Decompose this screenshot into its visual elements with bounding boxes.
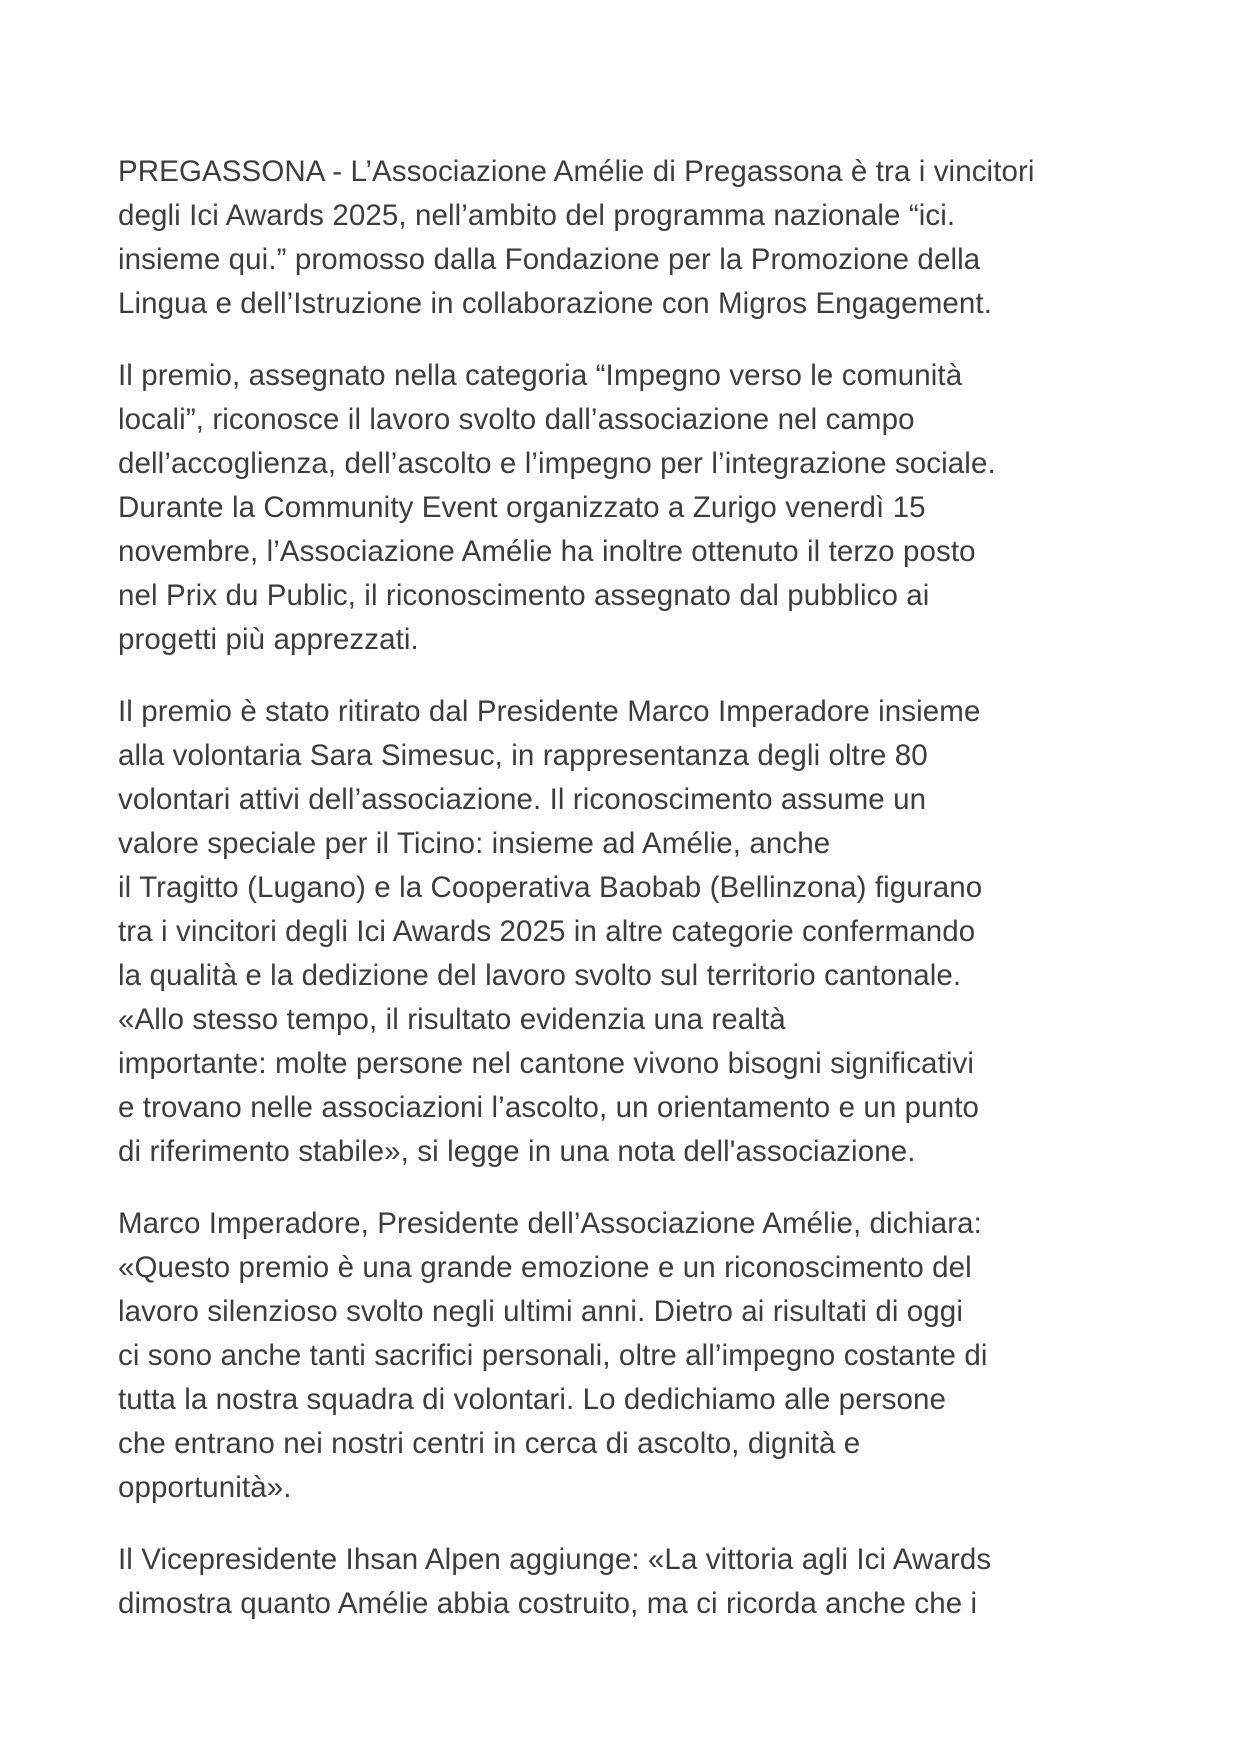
text-line: Il premio è stato ritirato dal Presidente Marco Imperadore insieme [118,695,981,728]
text-line: insieme qui.” promosso dalla Fondazione per la Promozione della [118,243,981,276]
text-line: Marco Imperadore, Presidente dell’Associazione Amélie, dichiara: [118,1207,982,1240]
paragraph-president-quote [118,1202,1158,1510]
text-line: che entrano nei nostri centri in cerca di ascolto, dignità e [118,1427,861,1460]
text-line: Il premio, assegnato nella categoria “Impegno verso le comunità [118,359,963,392]
text-line: dell’accoglienza, dell’ascolto e l’impegno per l’integrazione sociale. [118,447,996,480]
paragraph-vicepresident-quote [118,1538,1158,1626]
text-line: degli Ici Awards 2025, nell’ambito del programma nazionale “ici. [118,199,956,232]
text-line: «Allo stesso tempo, il risultato evidenzia una realtà [118,1003,786,1036]
text-line: «Questo premio è una grande emozione e un riconoscimento del [118,1251,972,1284]
document-page [118,150,1158,1654]
paragraph-award-category [118,354,1158,662]
text-line: tutta la nostra squadra di volontari. Lo dedichiamo alle persone [118,1383,946,1416]
text-line: lavoro silenzioso svolto negli ultimi anni. Dietro ai risultati di oggi [118,1295,963,1328]
text-line: il Tragitto (Lugano) e la Cooperativa Baobab (Bellinzona) figurano [118,871,983,904]
text-line: novembre, l’Associazione Amélie ha inoltre ottenuto il terzo posto [118,535,976,568]
text-line: nel Prix du Public, il riconoscimento assegnato dal pubblico ai [118,579,930,612]
text-line: alla volontaria Sara Simesuc, in rappresentanza degli oltre 80 [118,739,928,772]
text-line: dimostra quanto Amélie abbia costruito, ma ci ricorda anche che i [118,1587,978,1620]
text-line: PREGASSONA - L’Associazione Amélie di Pregassona è tra i vincitori [118,155,1035,188]
text-line: opportunità». [118,1471,292,1504]
text-line: valore speciale per il Ticino: insieme ad Amélie, anche [118,827,831,860]
text-line: tra i vincitori degli Ici Awards 2025 in altre categorie confermando [118,915,976,948]
text-line: volontari attivi dell’associazione. Il riconoscimento assume un [118,783,927,816]
text-line: e trovano nelle associazioni l’ascolto, un orientamento e un punto [118,1091,980,1124]
text-line: la qualità e la dedizione del lavoro svolto sul territorio cantonale. [118,959,962,992]
text-line: ci sono anche tanti sacrifici personali, oltre all’impegno costante di [118,1339,988,1372]
paragraph-award-ceremony [118,690,1158,1174]
text-line: Lingua e dell’Istruzione in collaborazione con Migros Engagement. [118,287,992,320]
text-line: progetti più apprezzati. [118,623,419,656]
text-line: Durante la Community Event organizzato a Zurigo venerdì 15 [118,491,926,524]
paragraph-intro [118,150,1158,326]
text-line: Il Vicepresidente Ihsan Alpen aggiunge: «La vittoria agli Ici Awards [118,1543,992,1576]
text-line: di riferimento stabile», si legge in una nota dell'associazione. [118,1135,916,1168]
text-line: locali”, riconosce il lavoro svolto dall’associazione nel campo [118,403,915,436]
text-line: importante: molte persone nel cantone vivono bisogni significativi [118,1047,975,1080]
